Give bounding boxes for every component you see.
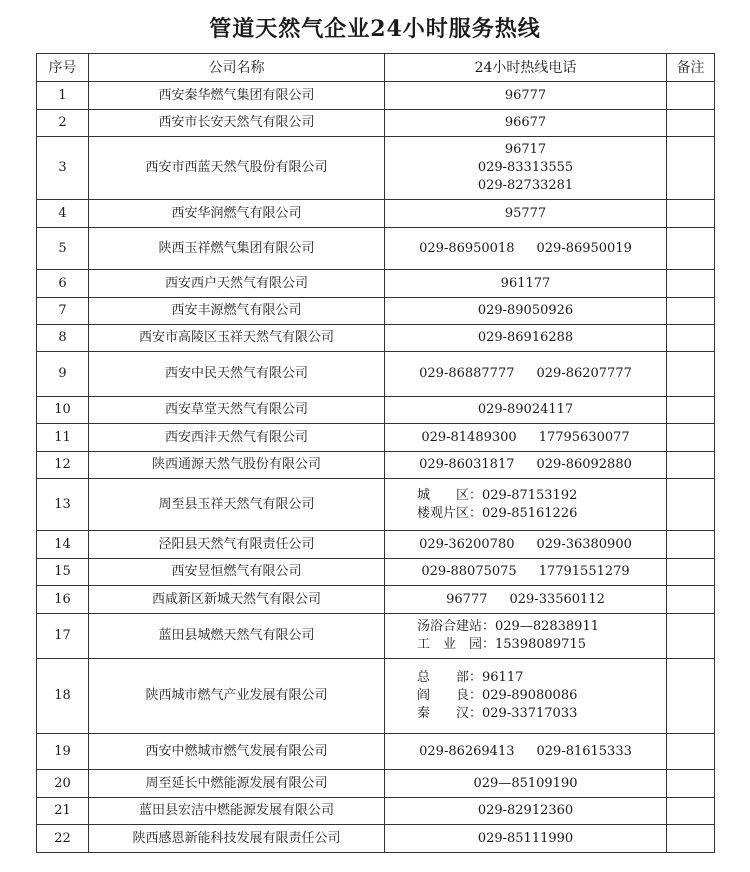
- header-company-name: 公司名称: [89, 54, 385, 82]
- hotline-number: 95777: [504, 205, 547, 221]
- hotline-number: 029-36200780: [419, 536, 515, 552]
- hotline-number: 029-81489300: [421, 429, 517, 445]
- hotline-cell: [385, 397, 667, 424]
- row-number: 10: [37, 397, 89, 424]
- hotline-number: 029-83313555: [477, 160, 574, 175]
- hotline-number: 029-86269413: [419, 743, 515, 759]
- row-number: 2: [37, 110, 89, 137]
- table-row: [37, 559, 715, 586]
- header-hotline: 24小时热线电话: [385, 54, 667, 82]
- hotline-cell: [385, 352, 667, 397]
- header-no: 序号: [37, 54, 89, 82]
- hotline-cell: [385, 137, 667, 200]
- note-cell: [667, 559, 715, 586]
- note-cell: [667, 531, 715, 559]
- hotline-number: 029-82912360: [477, 803, 574, 818]
- row-number: 12: [37, 452, 89, 479]
- hotline-number: 城 区：029-87153192: [417, 487, 578, 503]
- hotline-cell: [385, 424, 667, 452]
- hotline-cell: [385, 586, 667, 614]
- hotline-cell: [385, 479, 667, 531]
- table-row: [37, 110, 715, 137]
- row-number: 15: [37, 559, 89, 586]
- table-row: [37, 298, 715, 325]
- table-row: [37, 325, 715, 352]
- company-name: 西安华润燃气有限公司: [89, 200, 385, 228]
- note-cell: [667, 82, 715, 110]
- note-cell: [667, 397, 715, 424]
- hotline-cell: [385, 228, 667, 270]
- company-name: 蓝田县城燃天然气有限公司: [89, 614, 385, 659]
- header-note: 备注: [667, 54, 715, 82]
- table-row: [37, 228, 715, 270]
- hotline-number: 96777: [504, 87, 547, 103]
- company-name: 陕西城市燃气产业发展有限公司: [89, 659, 385, 734]
- note-cell: [667, 270, 715, 298]
- hotline-number: 029-85111990: [477, 830, 574, 846]
- company-name: 西安中燃城市燃气发展有限公司: [89, 734, 385, 770]
- hotline-number: 029-81615333: [536, 743, 632, 759]
- row-number: 8: [37, 325, 89, 352]
- row-number: 17: [37, 614, 89, 659]
- hotline-number: 029-86950018: [419, 240, 515, 256]
- hotline-number: 96717: [504, 142, 547, 157]
- note-cell: [667, 825, 715, 853]
- company-name: 蓝田县宏洁中燃能源发展有限公司: [89, 798, 385, 825]
- company-name: 西安市长安天然气有限公司: [89, 110, 385, 137]
- hotline-number: 029-88075075: [421, 564, 517, 579]
- note-cell: [667, 325, 715, 352]
- hotline-table: [36, 53, 715, 853]
- note-cell: [667, 452, 715, 479]
- row-number: 18: [37, 659, 89, 734]
- table-body: [37, 82, 715, 853]
- note-cell: [667, 614, 715, 659]
- hotline-number: 029-33560112: [509, 591, 605, 607]
- row-number: 13: [37, 479, 89, 531]
- note-cell: [667, 228, 715, 270]
- note-cell: [667, 586, 715, 614]
- hotline-cell: [385, 110, 667, 137]
- table-row: [37, 531, 715, 559]
- hotline-cell: [385, 82, 667, 110]
- hotline-number: 工 业 园：15398089715: [417, 637, 586, 652]
- row-number: 9: [37, 352, 89, 397]
- hotline-number: 96777: [446, 591, 488, 607]
- company-name: 陕西通源天然气股份有限公司: [89, 452, 385, 479]
- note-cell: [667, 298, 715, 325]
- hotline-number: 029-36380900: [536, 536, 632, 552]
- table-header-row: [37, 54, 715, 82]
- company-name: 周至县玉祥天然气有限公司: [89, 479, 385, 531]
- hotline-cell: [385, 825, 667, 853]
- row-number: 19: [37, 734, 89, 770]
- table-row: [37, 200, 715, 228]
- company-name: 西安中民天然气有限公司: [89, 352, 385, 397]
- hotline-cell: [385, 531, 667, 559]
- hotline-cell: [385, 659, 667, 734]
- hotline-cell: [385, 770, 667, 798]
- hotline-cell: [385, 734, 667, 770]
- note-cell: [667, 770, 715, 798]
- table-row: [37, 397, 715, 424]
- hotline-number: 029-86031817: [419, 457, 515, 472]
- table-row: [37, 270, 715, 298]
- hotline-number: 029-86207777: [536, 366, 632, 381]
- table-row: [37, 659, 715, 734]
- table-row: [37, 825, 715, 853]
- hotline-cell: [385, 452, 667, 479]
- note-cell: [667, 137, 715, 200]
- page-title: 管道天然气企业24小时服务热线: [209, 16, 541, 42]
- hotline-number: 秦 汉：029-33717033: [417, 706, 578, 721]
- row-number: 20: [37, 770, 89, 798]
- company-name: 周至延长中燃能源发展有限公司: [89, 770, 385, 798]
- hotline-number: 96677: [504, 115, 547, 130]
- company-name: 西安丰源燃气有限公司: [89, 298, 385, 325]
- hotline-cell: [385, 200, 667, 228]
- table-row: [37, 479, 715, 531]
- table-row: [37, 586, 715, 614]
- note-cell: [667, 798, 715, 825]
- company-name: 泾阳县天然气有限责任公司: [89, 531, 385, 559]
- row-number: 14: [37, 531, 89, 559]
- hotline-number: 029-86092880: [536, 457, 632, 472]
- hotline-number: 029-86950019: [536, 240, 632, 256]
- row-number: 4: [37, 200, 89, 228]
- table-row: [37, 82, 715, 110]
- table-row: [37, 452, 715, 479]
- company-name: 西安市高陵区玉祥天然气有限公司: [89, 325, 385, 352]
- row-number: 1: [37, 82, 89, 110]
- hotline-cell: [385, 559, 667, 586]
- hotline-cell: [385, 270, 667, 298]
- hotline-number: 961177: [500, 275, 551, 291]
- table-row: [37, 352, 715, 397]
- company-name: 西安秦华燃气集团有限公司: [89, 82, 385, 110]
- note-cell: [667, 734, 715, 770]
- hotline-number: 029—85109190: [473, 775, 578, 791]
- hotline-number: 17791551279: [538, 564, 630, 579]
- company-name: 西安草堂天然气有限公司: [89, 397, 385, 424]
- hotline-cell: [385, 325, 667, 352]
- row-number: 6: [37, 270, 89, 298]
- table-row: [37, 770, 715, 798]
- hotline-number: 029-86887777: [419, 366, 515, 381]
- hotline-number: 029-86916288: [477, 330, 574, 345]
- hotline-number: 阎 良：029-89080086: [417, 688, 578, 703]
- company-name: 陕西感恩新能科技发展有限责任公司: [89, 825, 385, 853]
- row-number: 22: [37, 825, 89, 853]
- note-cell: [667, 200, 715, 228]
- company-name: 西安市西蓝天然气股份有限公司: [89, 137, 385, 200]
- hotline-number: 楼观片区：029-85161226: [417, 505, 578, 521]
- row-number: 16: [37, 586, 89, 614]
- company-name: 西安西户天然气有限公司: [89, 270, 385, 298]
- hotline-number: 029-82733281: [477, 178, 574, 193]
- row-number: 5: [37, 228, 89, 270]
- hotline-number: 汤浴合建站：029—82838911: [417, 619, 599, 634]
- row-number: 7: [37, 298, 89, 325]
- row-number: 21: [37, 798, 89, 825]
- hotline-number: 029-89050926: [477, 303, 574, 318]
- company-name: 西安西沣天然气有限公司: [89, 424, 385, 452]
- table-row: [37, 734, 715, 770]
- note-cell: [667, 479, 715, 531]
- company-name: 西咸新区新城天然气有限公司: [89, 586, 385, 614]
- company-name: 西安昱恒燃气有限公司: [89, 559, 385, 586]
- table-row: [37, 137, 715, 200]
- note-cell: [667, 352, 715, 397]
- hotline-number: 029-89024117: [477, 402, 574, 417]
- hotline-number: 总 部：96117: [417, 670, 524, 685]
- table-row: [37, 424, 715, 452]
- hotline-number: 17795630077: [538, 429, 630, 445]
- hotline-cell: [385, 298, 667, 325]
- row-number: 11: [37, 424, 89, 452]
- note-cell: [667, 659, 715, 734]
- company-name: 陕西玉祥燃气集团有限公司: [89, 228, 385, 270]
- table-row: [37, 614, 715, 659]
- row-number: 3: [37, 137, 89, 200]
- hotline-cell: [385, 614, 667, 659]
- note-cell: [667, 424, 715, 452]
- hotline-cell: [385, 798, 667, 825]
- table-row: [37, 798, 715, 825]
- note-cell: [667, 110, 715, 137]
